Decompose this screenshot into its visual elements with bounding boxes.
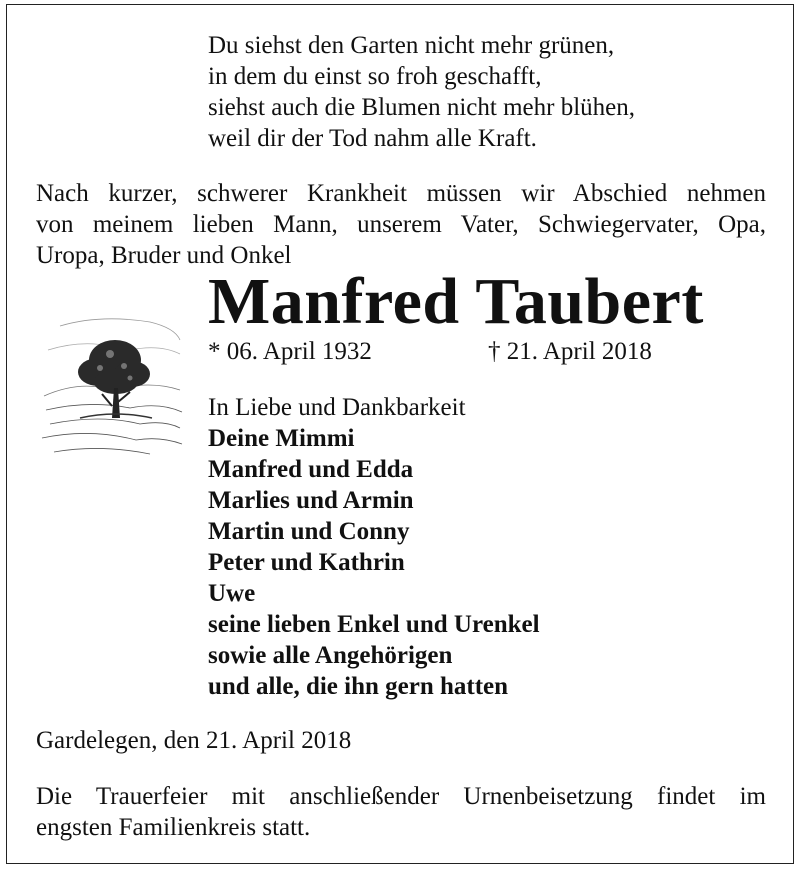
- poem: [208, 30, 635, 154]
- poem-line: siehst auch die Blumen nicht mehr blühen,: [208, 94, 635, 121]
- funeral-notice: [36, 781, 766, 843]
- family-member: seine lieben Enkel und Urenkel: [208, 611, 540, 638]
- greeting: In Liebe und Dankbarkeit: [208, 394, 466, 421]
- family-list: [208, 423, 540, 702]
- intro-text: [36, 178, 766, 271]
- place-date: Gardelegen, den 21. April 2018: [36, 727, 352, 754]
- poem-line: in dem du einst so froh geschafft,: [208, 63, 542, 90]
- notice-line: Die Trauerfeier mit anschließender Urnenbeisetzung findet im: [36, 783, 766, 810]
- intro-line: Nach kurzer, schwerer Krankheit müssen wir Abschied nehmen: [36, 180, 766, 207]
- birth-date: * 06. April 1932: [208, 338, 372, 365]
- notice-line: engsten Familienkreis statt.: [36, 814, 311, 841]
- poem-line: weil dir der Tod nahm alle Kraft.: [208, 125, 537, 152]
- family-member: Manfred und Edda: [208, 456, 414, 483]
- deceased-name: Manfred Taubert: [208, 265, 704, 338]
- intro-line: von meinem lieben Mann, unserem Vater, Schwiegervater, Opa,: [36, 211, 766, 238]
- family-member: und alle, die ihn gern hatten: [208, 673, 509, 700]
- tree-icon: [40, 310, 185, 468]
- intro-line: Uropa, Bruder und Onkel: [36, 242, 292, 269]
- family-member: Deine Mimmi: [208, 425, 355, 452]
- family-member: Martin und Conny: [208, 518, 410, 545]
- family-member: Uwe: [208, 580, 256, 607]
- family-member: sowie alle Angehörigen: [208, 642, 453, 669]
- poem-line: Du siehst den Garten nicht mehr grünen,: [208, 32, 615, 59]
- family-member: Peter und Kathrin: [208, 549, 405, 576]
- death-date: † 21. April 2018: [488, 338, 652, 365]
- signoff: [208, 392, 540, 702]
- family-member: Marlies und Armin: [208, 487, 414, 514]
